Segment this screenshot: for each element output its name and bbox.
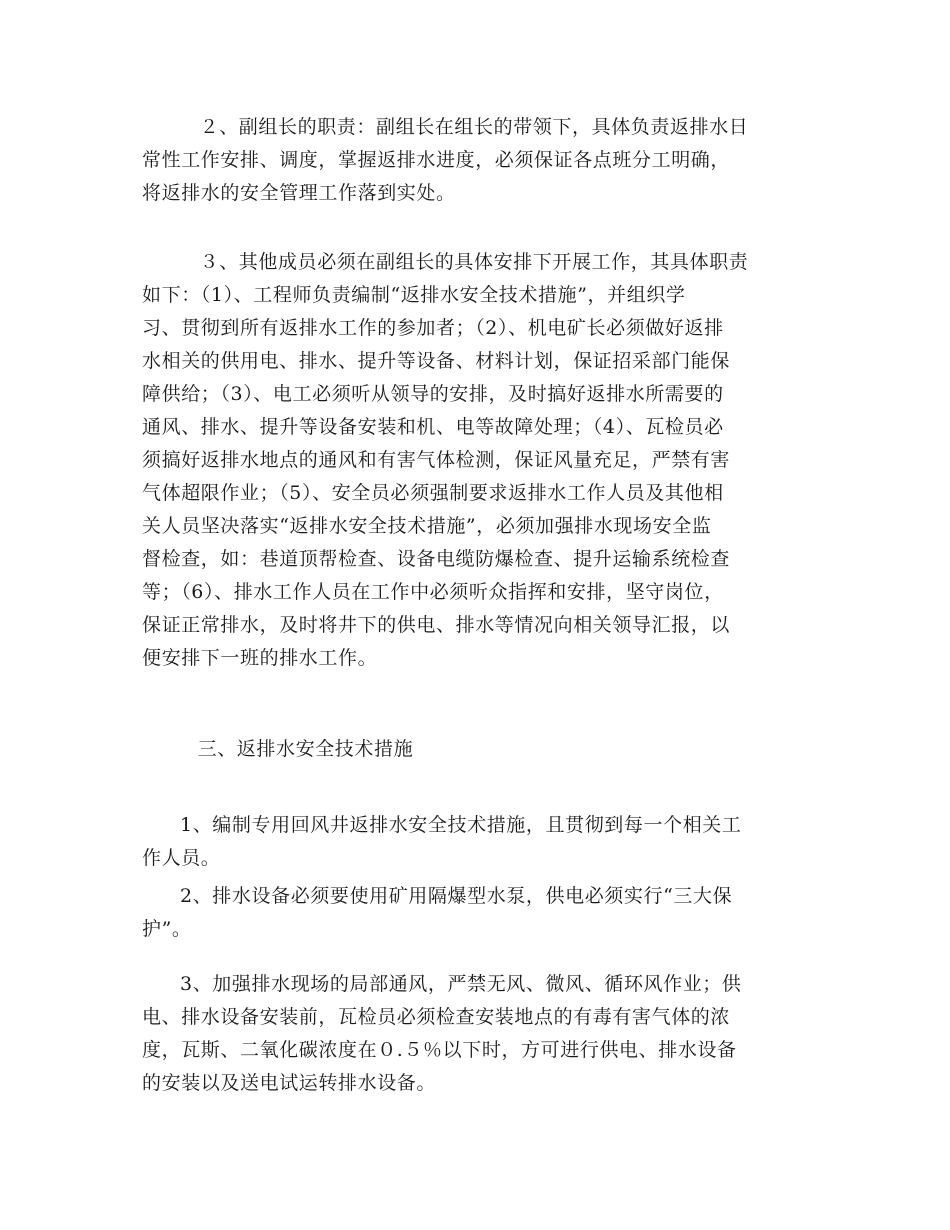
text-line: 护”。	[142, 918, 192, 940]
text-line: 督检查，如：巷道顶帮检查、设备电缆防爆检查、提升运输系统检查	[142, 548, 731, 570]
text-line: 水相关的供用电、排水、提升等设备、材料计划，保证招采部门能保	[142, 350, 731, 372]
text-line: 作人员。	[142, 847, 221, 869]
text-line: 关人员坚决落实“返排水安全技术措施”，必须加强排水现场安全监	[142, 515, 712, 537]
paragraph-deputy-leader-duties	[142, 111, 822, 210]
section-heading	[142, 733, 822, 766]
text-line: 便安排下一班的排水工作。	[142, 647, 378, 669]
paragraph-other-members-duties	[142, 246, 822, 675]
text-line: 度，瓦斯、二氧化碳浓度在０.５％以下时，方可进行供电、排水设备	[142, 1039, 737, 1061]
text-line: 气体超限作业；（5）、安全员必须强制要求返排水工作人员及其他相	[142, 482, 724, 504]
text-line: 常性工作安排、调度，掌握返排水进度，必须保证各点班分工明确，	[142, 149, 731, 171]
text-line: 等；（6）、排水工作人员在工作中必须听众指挥和安排，坚守岗位，	[142, 581, 724, 603]
text-line: 将返排水的安全管理工作落到实处。	[142, 182, 456, 204]
text-line: 1、编制专用回风井返排水安全技术措施，且贯彻到每一个相关工	[180, 814, 742, 836]
text-line: 习、贯彻到所有返排水工作的参加者；（2）、机电矿长必须做好返排	[142, 317, 724, 339]
text-line: 电、排水设备安装前，瓦检员必须检查安装地点的有毒有害气体的浓	[142, 1006, 731, 1028]
text-line: 如下：（1）、工程师负责编制“返排水安全技术措施”，并组织学	[142, 284, 686, 306]
text-line: ３、其他成员必须在副组长的具体安排下开展工作，其具体职责	[180, 251, 749, 273]
text-line: 障供给；（3）、电工必须听从领导的安排，及时搞好返排水所需要的	[142, 383, 724, 405]
text-line: 3、加强排水现场的局部通风，严禁无风、微风、循环风作业；供	[180, 973, 742, 995]
text-line: 保证正常排水，及时将井下的供电、排水等情况向相关领导汇报，以	[142, 614, 731, 636]
text-line: 须搞好返排水地点的通风和有害气体检测，保证风量充足，严禁有害	[142, 449, 731, 471]
heading-text: 三、返排水安全技术措施	[178, 738, 414, 760]
text-line: ２、副组长的职责：副组长在组长的带领下，具体负责返排水日	[180, 116, 749, 138]
text-line: 的安装以及送电试运转排水设备。	[142, 1072, 437, 1094]
paragraph-measure-2	[142, 880, 822, 946]
paragraph-measure-1	[142, 809, 822, 875]
text-line: 通风、排水、提升等设备安装和机、电等故障处理；（4）、瓦检员必	[142, 416, 724, 438]
paragraph-measure-3	[142, 968, 822, 1100]
text-line: 2、排水设备必须要使用矿用隔爆型水泵，供电必须实行“三大保	[180, 885, 733, 907]
